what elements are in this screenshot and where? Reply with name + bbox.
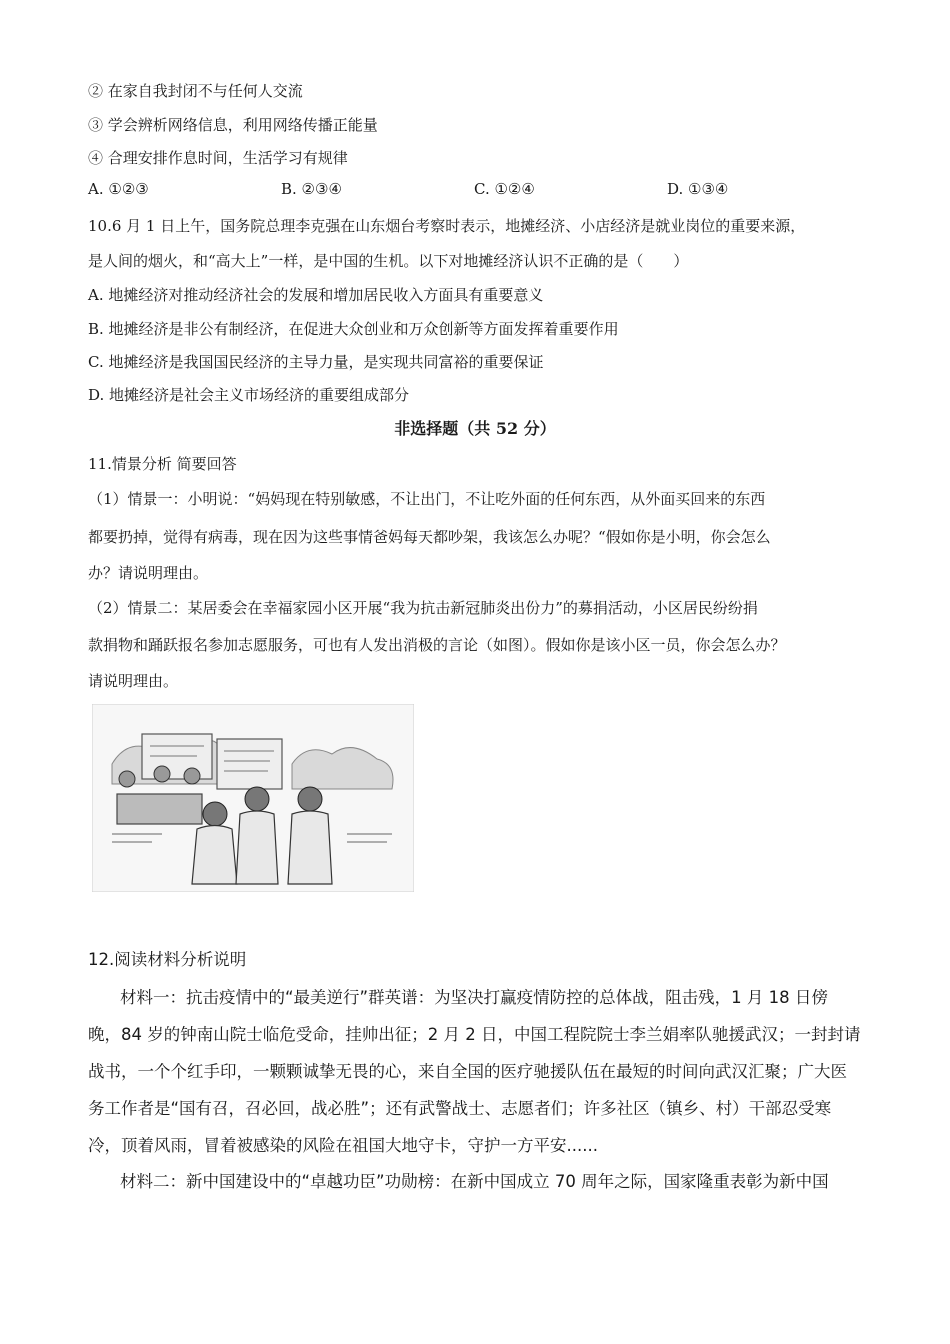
q12-material1-line1: 材料一：抗击疫情中的“最美逆行”群英谱：为坚决打赢疫情防控的总体战，阻击残，1 月 18 日傍 [120,988,828,1007]
person-head [154,766,170,782]
person-head [245,787,269,811]
person-head [119,771,135,787]
q11-scene1-line1: （1）情景一：小明说：“妈妈现在特别敏感，不让出门，不让吃外面的任何东西，从外面买回来的东西 [88,490,766,508]
q11-scene1-line3: 办？请说明理由。 [88,564,209,582]
person-body [236,811,278,884]
person-head [184,768,200,784]
person-body [192,826,237,885]
q10-option-b: B. 地摊经济是非公有制经济，在促进大众创业和万众创新等方面发挥着重要作用 [88,320,619,338]
q11-scene2-line3: 请说明理由。 [88,672,179,690]
q9-item-4: ④ 合理安排作息时间，生活学习有规律 [88,149,348,167]
q12-material1-line2: 晚，84 岁的钟南山院士临危受命，挂帅出征；2 月 2 日，中国工程院院士李兰娟率队驰援武汉；一封封请 [88,1025,861,1044]
q9-option-a: A. ①②③ [88,180,149,198]
q9-item-2: ② 在家自我封闭不与任何人交流 [88,82,303,100]
section-title: 非选择题（共 52 分） [394,419,556,438]
q10-option-d: D. 地摊经济是社会主义市场经济的重要组成部分 [88,386,410,404]
q9-option-d: D. ①③④ [667,180,729,198]
q10-stem-line2: 是人间的烟火，和“高大上”一样，是中国的生机。以下对地摊经济认识不正确的是（ ） [88,252,689,270]
q12-material1-line4: 务工作者是“国有召，召必回，战必胜”；还有武警战士、志愿者们；许多社区（镇乡、村）干部忍受寒 [88,1099,832,1118]
q9-option-b: B. ②③④ [281,180,342,198]
q10-option-c: C. 地摊经济是我国国民经济的主导力量，是实现共同富裕的重要保证 [88,353,544,371]
q9-item-3: ③ 学会辨析网络信息，利用网络传播正能量 [88,116,378,134]
q11-scene2-line1: （2）情景二：某居委会在幸福家园小区开展“我为抗击新冠肺炎出份力”的募捐活动，小区居民纷纷捐 [88,599,758,617]
signboard-right [217,739,282,789]
person-body [288,811,332,884]
q12-material1-line5: 冷，顶着风雨，冒着被感染的风险在祖国大地守卡，守护一方平安...... [88,1136,598,1155]
q11-scene2-line2: 款捐物和踊跃报名参加志愿服务，可也有人发出消极的言论（如图）。假如你是该小区一员，你会怎么办？ [88,636,786,654]
q11-title: 11.情景分析 简要回答 [88,455,237,473]
q9-option-c: C. ①②④ [474,180,535,198]
q10-stem-line1: 10.6 月 1 日上午，国务院总理李克强在山东烟台考察时表示，地摊经济、小店经济是就业岗位的重要来源， [88,217,806,235]
q12-material1-line3: 战书，一个个红手印，一颗颗诚挚无畏的心，来自全国的医疗驰援队伍在最短的时间向武汉汇聚；广大医 [88,1062,847,1081]
cartoon-illustration [92,704,414,892]
q12-material2-line1: 材料二：新中国建设中的“卓越功臣”功勋榜：在新中国成立 70 周年之际，国家隆重表彰为新中国 [120,1172,829,1191]
person-head [203,802,227,826]
donation-table [117,794,202,824]
q12-title: 12.阅读材料分析说明 [88,950,247,969]
q10-option-a: A. 地摊经济对推动经济社会的发展和增加居民收入方面具有重要意义 [88,286,544,304]
person-head [298,787,322,811]
q11-scene1-line2: 都要扔掉，觉得有病毒，现在因为这些事情爸妈每天都吵架，我该怎么办呢？“假如你是小明，你会怎么 [88,528,771,546]
